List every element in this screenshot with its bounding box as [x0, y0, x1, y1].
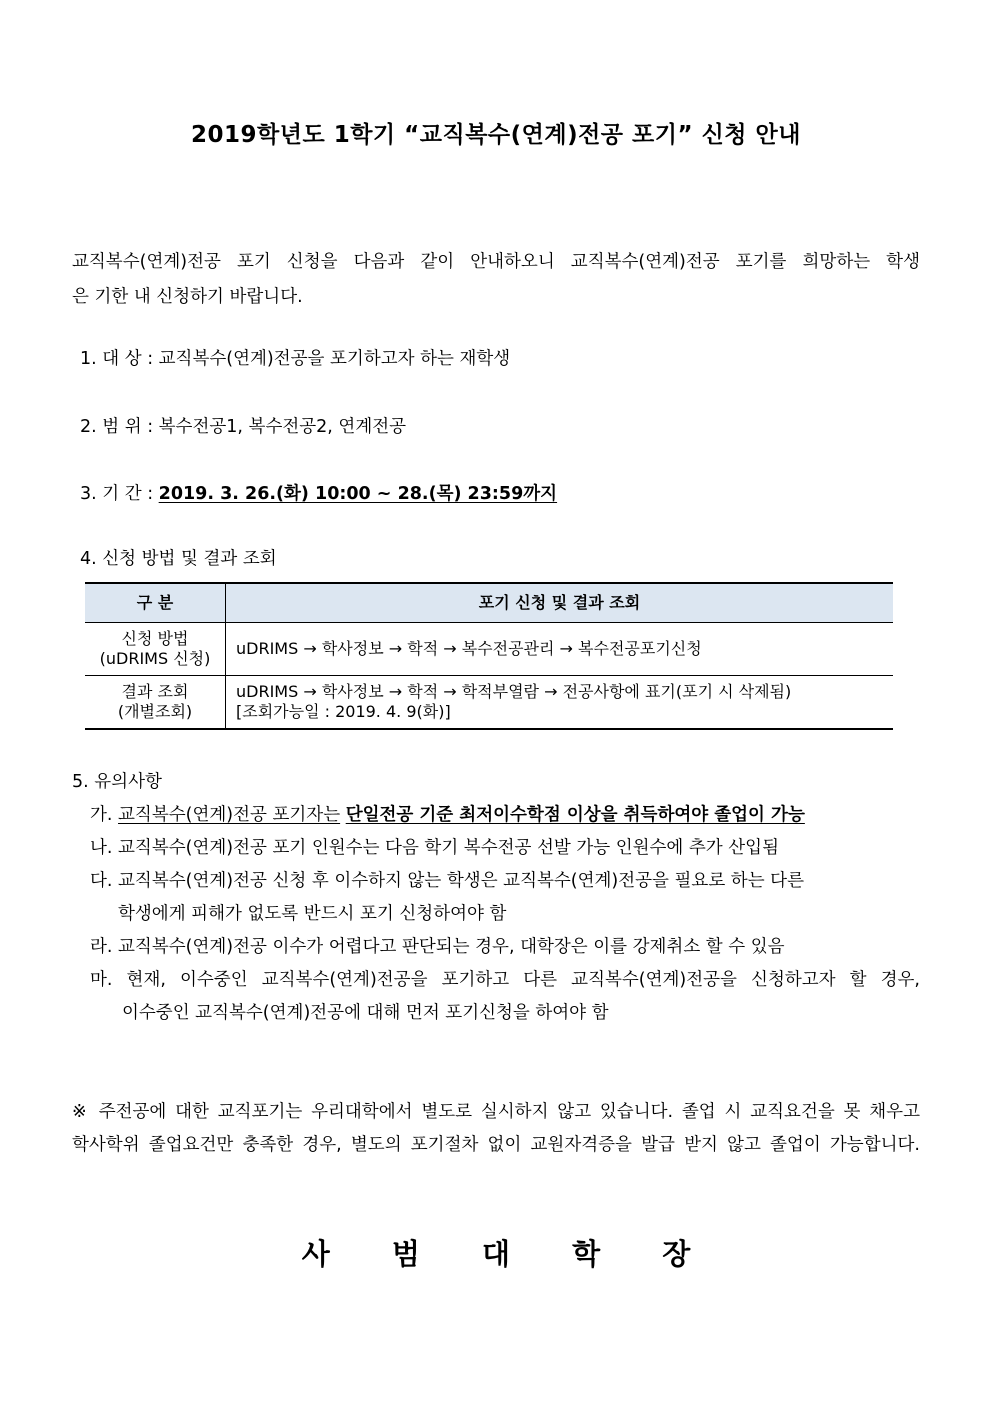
item-method-heading: 4. 신청 방법 및 결과 조회 — [80, 549, 277, 569]
intro-line-2: 은 기한 내 신청하기 바랍니다. — [72, 287, 303, 307]
note-na: 나. 교직복수(연계)전공 포기 인원수는 다음 학기 복수전공 선발 가능 인원수에 추가 산입됨 — [90, 838, 779, 858]
signature-dean: 사 범 대 학 장 — [301, 1237, 717, 1271]
note-ga-underlined: 교직복수(연계)전공 포기자는 — [118, 805, 341, 825]
note-ga-prefix: 가. — [90, 805, 119, 825]
item-target — [80, 345, 510, 370]
document-title: 2019학년도 1학기 “교직복수(연계)전공 포기” 신청 안내 — [191, 122, 801, 148]
item-scope-value: 복수전공1, 복수전공2, 연계전공 — [158, 417, 407, 437]
category-line-1: 신청 방법 — [121, 629, 189, 648]
description-line-1: uDRIMS → 학사정보 → 학적 → 복수전공관리 → 복수전공포기신청 — [236, 639, 702, 658]
table-header-description: 포기 신청 및 결과 조회 — [226, 583, 894, 623]
application-table — [85, 582, 893, 730]
footnote-line-2: 학사학위 졸업요건만 충족한 경우, 별도의 포기절차 없이 교원자격증을 발급 받지 않고 졸업이 가능합니다. — [72, 1135, 920, 1155]
item-period-value: 2019. 3. 26.(화) 10:00 ~ 28.(목) 23:59까지 — [158, 484, 558, 504]
table-row — [85, 676, 893, 730]
item-period — [80, 480, 557, 505]
table-cell-description — [226, 623, 894, 676]
category-line-1: 결과 조회 — [121, 682, 189, 701]
item-scope-label: 2. 범 위 : — [80, 417, 159, 437]
intro-line-1: 교직복수(연계)전공 포기 신청을 다음과 같이 안내하오니 교직복수(연계)전공 포기를 희망하는 학생 — [72, 252, 920, 272]
item-scope — [80, 413, 406, 438]
table-cell-category — [85, 676, 226, 730]
note-ga — [90, 801, 805, 826]
table-header-row — [85, 583, 893, 623]
table-header-category: 구 분 — [85, 583, 226, 623]
note-da-line-2: 학생에게 피해가 없도록 반드시 포기 신청하여야 함 — [118, 904, 507, 924]
note-ma-line-1: 마. 현재, 이수중인 교직복수(연계)전공을 포기하고 다른 교직복수(연계)전공을 신청하고자 할 경우, — [90, 970, 920, 990]
table-cell-category — [85, 623, 226, 676]
item-period-label: 3. 기 간 : — [80, 484, 159, 504]
description-line-1: uDRIMS → 학사정보 → 학적 → 학적부열람 → 전공사항에 표기(포기 시 삭제됨) — [236, 682, 792, 701]
notes-heading: 5. 유의사항 — [72, 772, 162, 792]
table-row — [85, 623, 893, 676]
table-cell-description — [226, 676, 894, 730]
note-ra: 라. 교직복수(연계)전공 이수가 어렵다고 판단되는 경우, 대학장은 이를 강제취소 할 수 있음 — [90, 937, 785, 957]
note-da-line-1: 다. 교직복수(연계)전공 신청 후 이수하지 않는 학생은 교직복수(연계)전공을 필요로 하는 다른 — [90, 871, 804, 891]
note-ga-bold: 단일전공 기준 최저이수학점 이상을 취득하여야 졸업이 가능 — [345, 805, 805, 825]
footnote-line-1: ※ 주전공에 대한 교직포기는 우리대학에서 별도로 실시하지 않고 있습니다. 졸업 시 교직요건을 못 채우고 — [72, 1102, 920, 1122]
item-target-value: 교직복수(연계)전공을 포기하고자 하는 재학생 — [158, 349, 511, 369]
description-line-2: [조회가능일 : 2019. 4. 9(화)] — [236, 702, 451, 721]
note-ma-line-2: 이수중인 교직복수(연계)전공에 대해 먼저 포기신청을 하여야 함 — [122, 1003, 609, 1023]
category-line-2: (개별조회) — [117, 702, 193, 721]
item-target-label: 1. 대 상 : — [80, 349, 159, 369]
category-line-2: (uDRIMS 신청) — [99, 649, 211, 668]
